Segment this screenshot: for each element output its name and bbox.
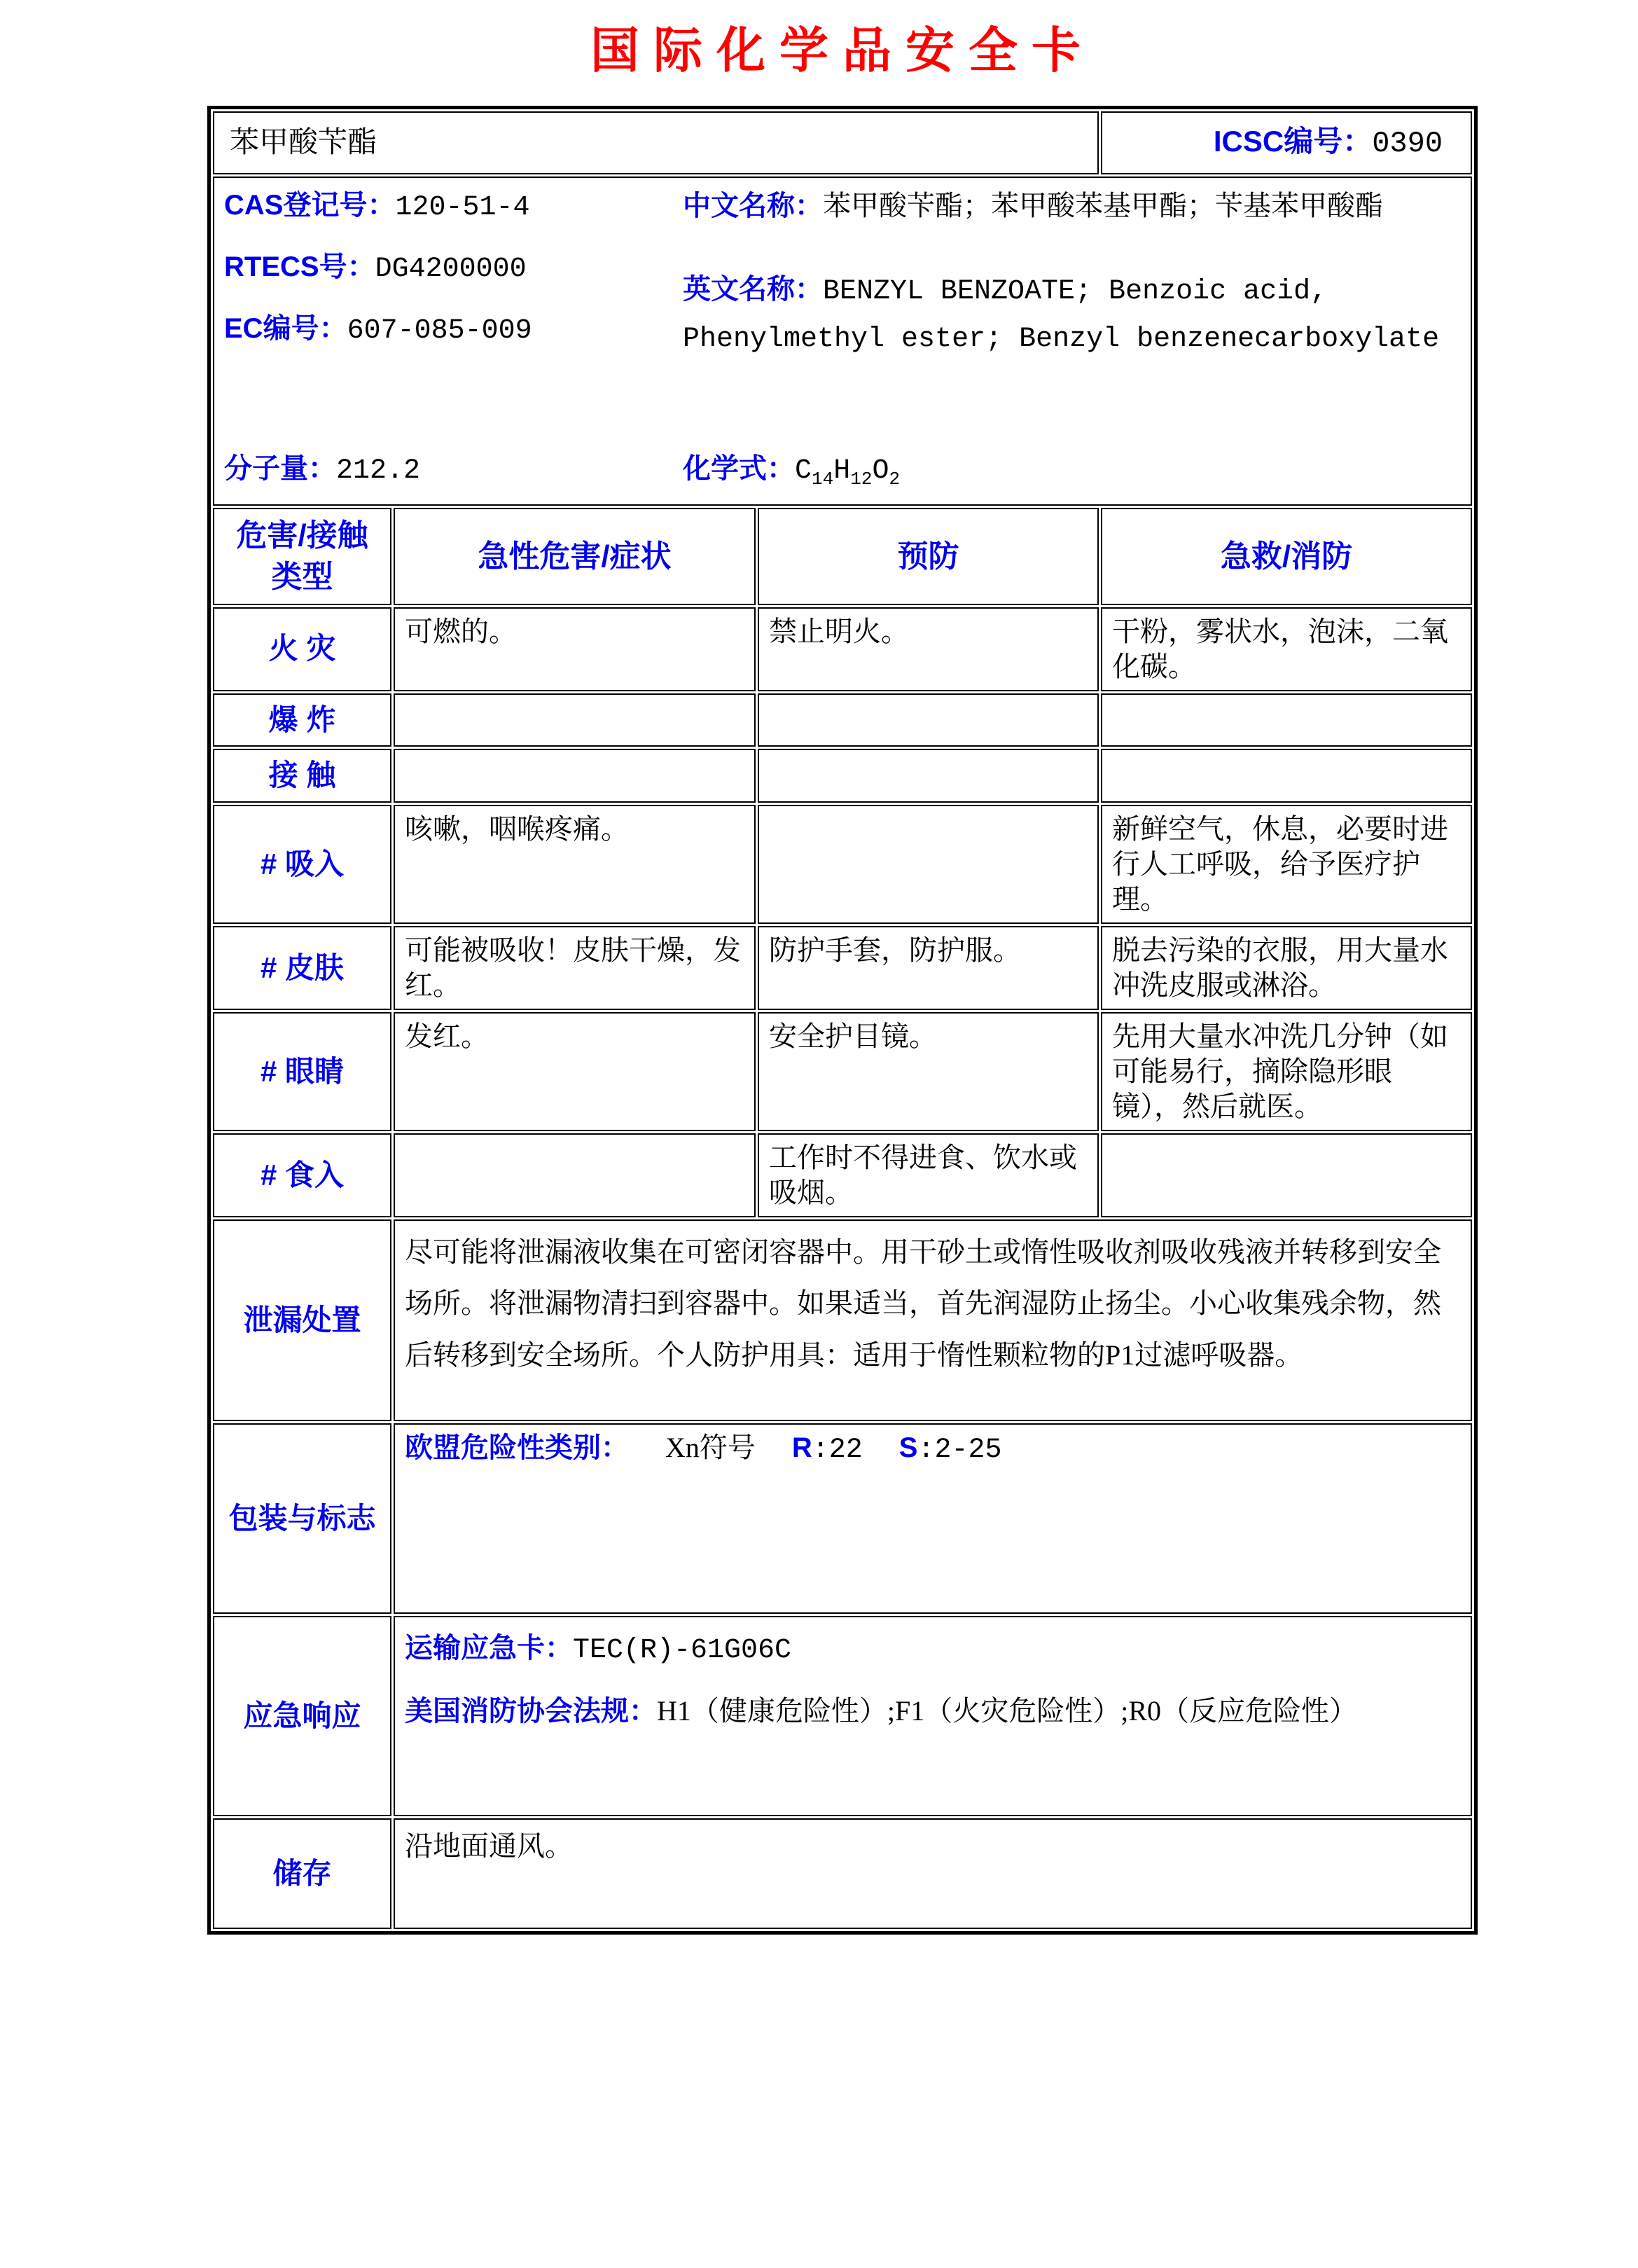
s-phrase: S:2-25 — [898, 1432, 1002, 1467]
registry-ids — [224, 184, 683, 451]
header-symptoms: 急性危害/症状 — [394, 508, 756, 605]
section-row-emergency — [213, 1616, 1472, 1816]
fire-prevention: 禁止明火。 — [758, 607, 1099, 691]
ingestion-prevention: 工作时不得进食、饮水或吸烟。 — [758, 1133, 1099, 1217]
ingestion-firstaid — [1101, 1133, 1472, 1217]
hazard-row-eyes — [213, 1012, 1472, 1131]
chinese-name-block — [683, 184, 1461, 228]
transport-card-label: 运输应急卡： — [405, 1633, 573, 1664]
hazard-row-fire — [213, 607, 1472, 691]
safety-card-table — [207, 106, 1478, 1935]
molecular-data-line — [224, 451, 1461, 499]
inhalation-symptoms: 咳嗽，咽喉疼痛。 — [394, 805, 756, 924]
eu-class-label: 欧盟危险性类别： — [405, 1432, 629, 1464]
explosion-label: 爆 炸 — [213, 693, 391, 747]
contact-prevention — [758, 749, 1099, 803]
inhalation-label: # 吸入 — [213, 805, 391, 924]
hazard-row-ingestion — [213, 1133, 1472, 1217]
skin-prevention: 防护手套，防护服。 — [758, 926, 1099, 1010]
fire-firstaid: 干粉，雾状水，泡沫，二氧化碳。 — [1101, 607, 1472, 691]
section-row-spill — [213, 1219, 1472, 1421]
emergency-content — [394, 1616, 1472, 1816]
rtecs-number-line — [224, 245, 683, 291]
skin-firstaid: 脱去污染的衣服，用大量水冲洗皮服或淋浴。 — [1101, 926, 1472, 1010]
contact-label: 接 触 — [213, 749, 391, 803]
ec-number-line — [224, 307, 683, 353]
hazard-header-row — [213, 508, 1472, 605]
substance-names — [683, 184, 1461, 451]
r-phrase: R:22 — [791, 1432, 863, 1467]
transport-card-value: TEC(R)-61G06C — [573, 1635, 792, 1667]
ec-value: 607-085-009 — [347, 315, 532, 347]
eyes-label: # 眼睛 — [213, 1012, 391, 1131]
eyes-symptoms: 发红。 — [394, 1012, 756, 1131]
nfpa-label: 美国消防协会法规： — [405, 1696, 657, 1727]
page-title: 国际化学品安全卡 — [590, 23, 1095, 78]
chinese-name-value: 苯甲酸苄酯；苯甲酸苯基甲酯；苄基苯甲酸酯 — [823, 190, 1383, 221]
hazard-row-contact — [213, 749, 1472, 803]
eyes-prevention: 安全护目镜。 — [758, 1012, 1099, 1131]
english-name-block — [683, 267, 1461, 362]
fire-symptoms: 可燃的。 — [394, 607, 756, 691]
identity-cell — [213, 177, 1472, 506]
cas-label: CAS登记号： — [224, 190, 396, 221]
contact-symptoms — [394, 749, 756, 803]
icsc-value: 0390 — [1372, 127, 1443, 161]
hazard-row-skin — [213, 926, 1472, 1010]
transport-card-line — [405, 1623, 1461, 1676]
spill-content: 尽可能将泄漏液收集在可密闭容器中。用干砂土或惰性吸收剂吸收残液并转移到安全场所。将泄漏物清扫到容器中。如果适当，首先润湿防止扬尘。小心收集残余物，然后转移到安全场所。个人防护用具：适用于惰性颗粒物的P1过滤呼吸器。 — [394, 1219, 1472, 1421]
packaging-content — [394, 1423, 1472, 1614]
hazard-row-inhalation — [213, 805, 1472, 924]
skin-label: # 皮肤 — [213, 926, 391, 1010]
section-row-storage — [213, 1818, 1472, 1929]
explosion-prevention — [758, 693, 1099, 747]
chemical-formula: $C_{14}H_{12}O_2$ — [795, 455, 901, 490]
spill-label: 泄漏处置 — [213, 1219, 391, 1421]
cas-number-line — [224, 184, 683, 230]
storage-content: 沿地面通风。 — [394, 1818, 1472, 1929]
skin-symptoms: 可能被吸收！皮肤干燥，发红。 — [394, 926, 756, 1010]
fire-label: 火 灾 — [213, 607, 391, 691]
ingestion-label: # 食入 — [213, 1133, 391, 1217]
header-prevention: 预防 — [758, 508, 1099, 605]
section-row-packaging — [213, 1423, 1472, 1614]
hazard-row-explosion — [213, 693, 1472, 747]
header-hazard-type: 危害/接触 类型 — [213, 508, 391, 605]
packaging-label: 包装与标志 — [213, 1423, 391, 1614]
rtecs-label: RTECS号： — [224, 251, 375, 282]
emergency-label: 应急响应 — [213, 1616, 391, 1816]
english-name-label: 英文名称： — [683, 274, 823, 305]
eu-class-value: Xn符号 — [665, 1432, 756, 1464]
mol-weight-block — [224, 451, 683, 489]
header-firstaid: 急救/消防 — [1101, 508, 1472, 605]
english-name-value: BENZYL BENZOATE; Benzoic acid, Phenylmethyl ester; Benzyl benzenecarboxylate — [683, 276, 1440, 355]
nfpa-value: H1（健康危险性）;F1（火灾危险性）;R0（反应危险性） — [657, 1695, 1358, 1727]
icsc-label: ICSC编号： — [1213, 125, 1373, 158]
icsc-page — [0, 24, 1638, 2268]
icsc-number-cell — [1101, 111, 1472, 174]
explosion-firstaid — [1101, 693, 1472, 747]
formula-block — [683, 451, 900, 489]
mol-weight-label: 分子量： — [224, 453, 336, 484]
ec-label: EC编号： — [224, 313, 347, 344]
substance-name: 苯甲酸苄酯 — [213, 111, 1099, 174]
cas-value: 120-51-4 — [395, 192, 530, 223]
rtecs-value: DG4200000 — [375, 254, 527, 285]
inhalation-firstaid: 新鲜空气，休息，必要时进行人工呼吸，给予医疗护理。 — [1101, 805, 1472, 924]
storage-label: 储存 — [213, 1818, 391, 1929]
explosion-symptoms — [394, 693, 756, 747]
formula-label: 化学式： — [683, 453, 795, 484]
identity-row — [213, 177, 1472, 506]
eyes-firstaid: 先用大量水冲洗几分钟（如可能易行，摘除隐形眼镜），然后就医。 — [1101, 1012, 1472, 1131]
chinese-name-label: 中文名称： — [683, 191, 823, 221]
ingestion-symptoms — [394, 1133, 756, 1217]
mol-weight-value: 212.2 — [336, 455, 421, 487]
nfpa-line — [405, 1686, 1461, 1736]
contact-firstaid — [1101, 749, 1472, 803]
inhalation-prevention — [758, 805, 1099, 924]
substance-header-row — [213, 111, 1472, 174]
